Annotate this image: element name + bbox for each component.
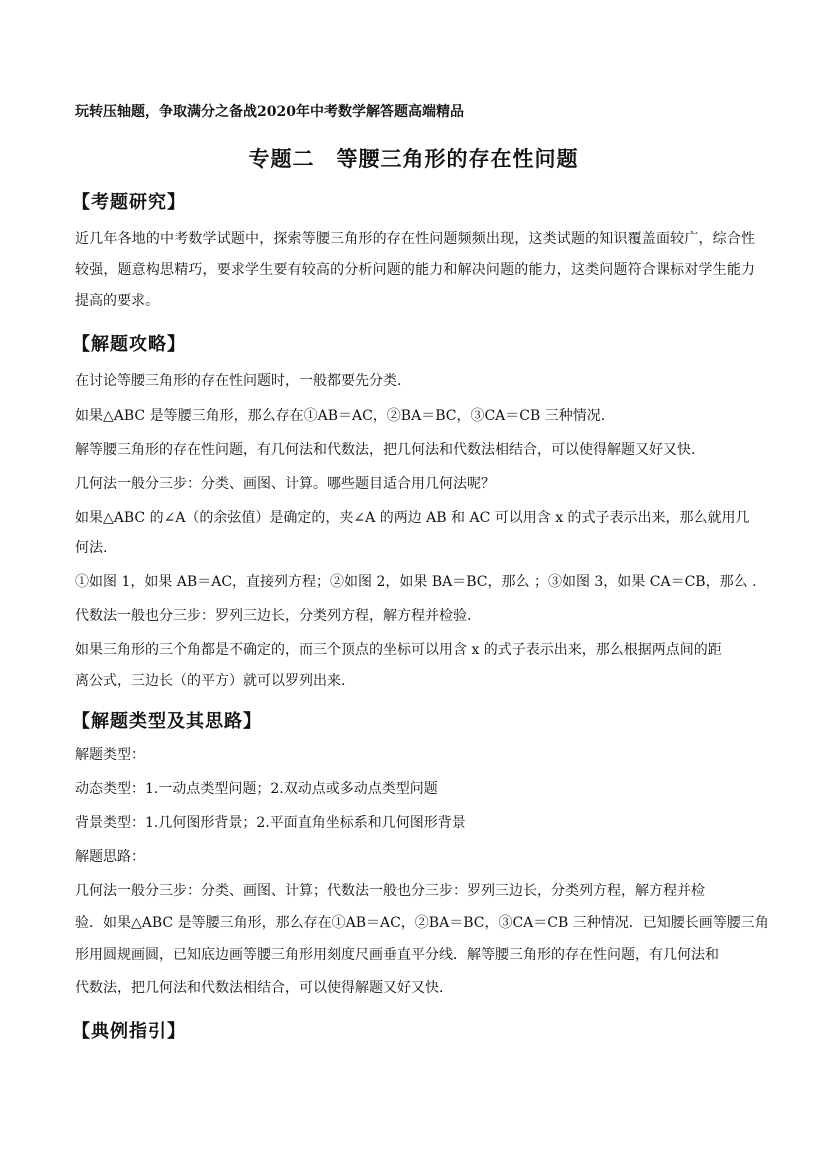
strategy-line: 如果△ABC 是等腰三角形，那么存在①AB＝AC，②BA＝BC，③CA＝CB 三种情况. (75, 408, 606, 424)
types-line: 形用圆规画圆，已知底边画等腰三角形用刻度尺画垂直平分线．解等腰三角形的存在性问题，有几何法和 (75, 947, 719, 963)
section-heading-examples: 【典例指引】 (72, 1021, 186, 1042)
section-heading-types: 【解题类型及其思路】 (72, 711, 262, 732)
types-line: 解题类型： (75, 747, 145, 763)
types-line: 背景类型：1.几何图形背景；2.平面直角坐标系和几何图形背景 (75, 815, 466, 831)
strategy-line: 如果三角形的三个角都是不确定的，而三个顶点的坐标可以用含 x 的式子表示出来，那么根据两点间的距 (75, 642, 722, 658)
strategy-line: 解等腰三角形的存在性问题，有几何法和代数法，把几何法和代数法相结合，可以使得解题又好又快. (75, 442, 696, 458)
types-line: 动态类型：1.一动点类型问题；2.双动点或多动点类型问题 (75, 781, 438, 797)
section-heading-research: 【考题研究】 (72, 192, 186, 213)
strategy-line: 代数法一般也分三步：罗列三边长，分类列方程，解方程并检验. (75, 608, 472, 624)
research-paragraph: 近几年各地的中考数学试题中，探索等腰三角形的存在性问题频频出现，这类试题的知识覆盖面较广，综合性较强，题意构思精巧，要求学生要有较高的分析问题的能力和解决问题的能力，这类问题符合课标对学生能力提高的要求。 (75, 231, 755, 309)
document-header: 玩转压轴题，争取满分之备战2020年中考数学解答题高端精品 (75, 104, 464, 120)
page-title: 专题二 等腰三角形的存在性问题 (248, 146, 579, 171)
strategy-line: 何法. (75, 540, 108, 556)
types-line: 代数法，把几何法和代数法相结合，可以使得解题又好又快． (75, 980, 453, 996)
types-line: 解题思路： (75, 849, 145, 865)
section-heading-strategy: 【解题攻略】 (72, 334, 186, 355)
types-line: 验．如果△ABC 是等腰三角形，那么存在①AB＝AC，②BA＝BC，③CA＝CB 三种情况．已知腰长画等腰三角 (75, 915, 769, 931)
strategy-line: 如果△ABC 的∠A（的余弦值）是确定的，夹∠A 的两边 AB 和 AC 可以用含 x 的式子表示出来，那么就用几 (75, 510, 750, 526)
strategy-line: ①如图 1，如果 AB＝AC，直接列方程；②如图 2，如果 BA＝BC，那么 ；③如图 3，如果 CA＝CB，那么 . (75, 574, 757, 590)
strategy-line: 在讨论等腰三角形的存在性问题时，一般都要先分类. (75, 373, 402, 389)
strategy-line: 离公式，三边长（的平方）就可以罗列出来. (75, 673, 346, 689)
strategy-line: 几何法一般分三步：分类、画图、计算。哪些题目适合用几何法呢？ (75, 476, 495, 492)
types-line: 几何法一般分三步：分类、画图、计算；代数法一般也分三步：罗列三边长，分类列方程，解方程并检 (75, 883, 705, 899)
